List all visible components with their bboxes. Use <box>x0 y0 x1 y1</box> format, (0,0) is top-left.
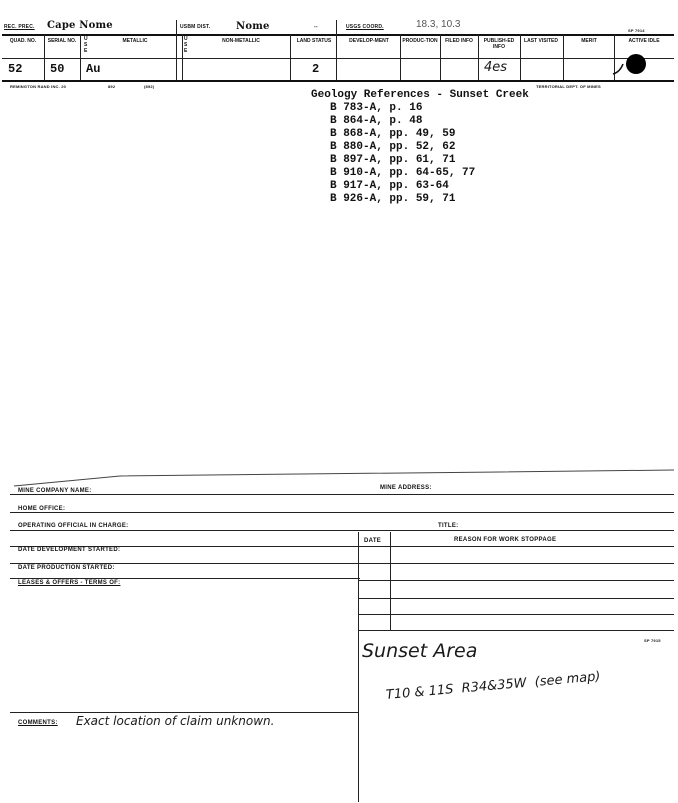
comments-label: COMMENTS: <box>18 720 58 726</box>
col-merit: MERIT <box>581 38 597 44</box>
mine-address-label: MINE ADDRESS: <box>380 485 432 491</box>
col-serial-no: SERIAL NO. <box>47 38 77 44</box>
home-office-label: HOME OFFICE: <box>18 506 66 512</box>
reference-item: B 868-A, pp. 49, 59 <box>330 128 456 140</box>
footer-right: TERRITORIAL DEPT. OF MINES <box>536 84 601 89</box>
operating-official-label: OPERATING OFFICIAL IN CHARGE: <box>18 523 129 529</box>
metallic-value: Au <box>86 62 101 76</box>
rec-prec-label: REC. PREC. <box>4 24 35 30</box>
col-land-status: LAND STATUS <box>296 38 332 44</box>
col-non-metallic: NON-METALLIC <box>222 38 260 44</box>
footer-mid2: (892) <box>144 84 155 89</box>
active-dot-icon <box>626 54 646 74</box>
usbm-dist-value: Nome <box>236 21 270 32</box>
usbm-dist-label: USBM DIST. <box>180 24 211 30</box>
form-number-2: SP 7915 <box>644 638 661 643</box>
reason-column-header: REASON FOR WORK STOPPAGE <box>454 537 557 543</box>
title-label: TITLE: <box>438 523 459 529</box>
handwritten-area: Sunset Area <box>362 640 478 662</box>
dash-mark: -- <box>314 24 318 30</box>
card-edge-line <box>0 466 678 490</box>
serial-value: 50 <box>50 62 65 76</box>
reference-item: B 864-A, p. 48 <box>330 115 423 127</box>
leases-label: LEASES & OFFERS - TERMS OF: <box>18 580 121 586</box>
col-filed-info: FILED INFO <box>445 38 473 44</box>
land-status-value: 2 <box>312 62 320 76</box>
date-column-header: DATE <box>364 538 382 544</box>
usgs-coord-label: USGS COORD. <box>346 24 384 30</box>
quad-value: 52 <box>8 62 23 76</box>
col-metallic: METALLIC <box>122 38 148 44</box>
col-u-s-left: U S E <box>84 36 88 54</box>
handwritten-township: T10 & 11S R34&35W (see map) <box>385 669 602 703</box>
col-production: PRODUC-TION <box>402 38 438 44</box>
reference-item: B 783-A, p. 16 <box>330 102 423 114</box>
rec-prec-value: Cape Nome <box>47 20 113 31</box>
col-quad-no: QUAD. NO. <box>9 38 37 44</box>
reference-item: B 917-A, pp. 63-64 <box>330 180 449 192</box>
reference-item: B 880-A, pp. 52, 62 <box>330 141 456 153</box>
col-u-s-right: U S E <box>184 36 188 54</box>
date-development-label: DATE DEVELOPMENT STARTED: <box>18 547 121 553</box>
usgs-coord-value: 18.3, 10.3 <box>416 19 461 30</box>
col-active-idle: ACTIVE IDLE <box>628 38 660 44</box>
date-production-label: DATE PRODUCTION STARTED: <box>18 565 115 571</box>
reference-item: B 897-A, pp. 61, 71 <box>330 154 456 166</box>
reference-item: B 926-A, pp. 59, 71 <box>330 193 456 205</box>
col-last-visited: LAST VISITED <box>524 38 558 44</box>
references-title: Geology References - Sunset Creek <box>311 89 529 101</box>
check-mark-icon <box>610 60 626 76</box>
reference-item: B 910-A, pp. 64-65, 77 <box>330 167 476 179</box>
comments-value: Exact location of claim unknown. <box>76 714 275 728</box>
published-info-value: 4es <box>484 60 508 75</box>
mine-company-name-label: MINE COMPANY NAME: <box>18 488 92 494</box>
form-number: SP 7914 <box>628 28 645 33</box>
col-development: DEVELOP-MENT <box>349 38 389 44</box>
footer-mid: 892 <box>108 84 116 89</box>
footer-left: REMINGTON RAND INC. 20 <box>10 84 67 89</box>
col-published-info: PUBLISH-ED INFO <box>483 38 515 50</box>
